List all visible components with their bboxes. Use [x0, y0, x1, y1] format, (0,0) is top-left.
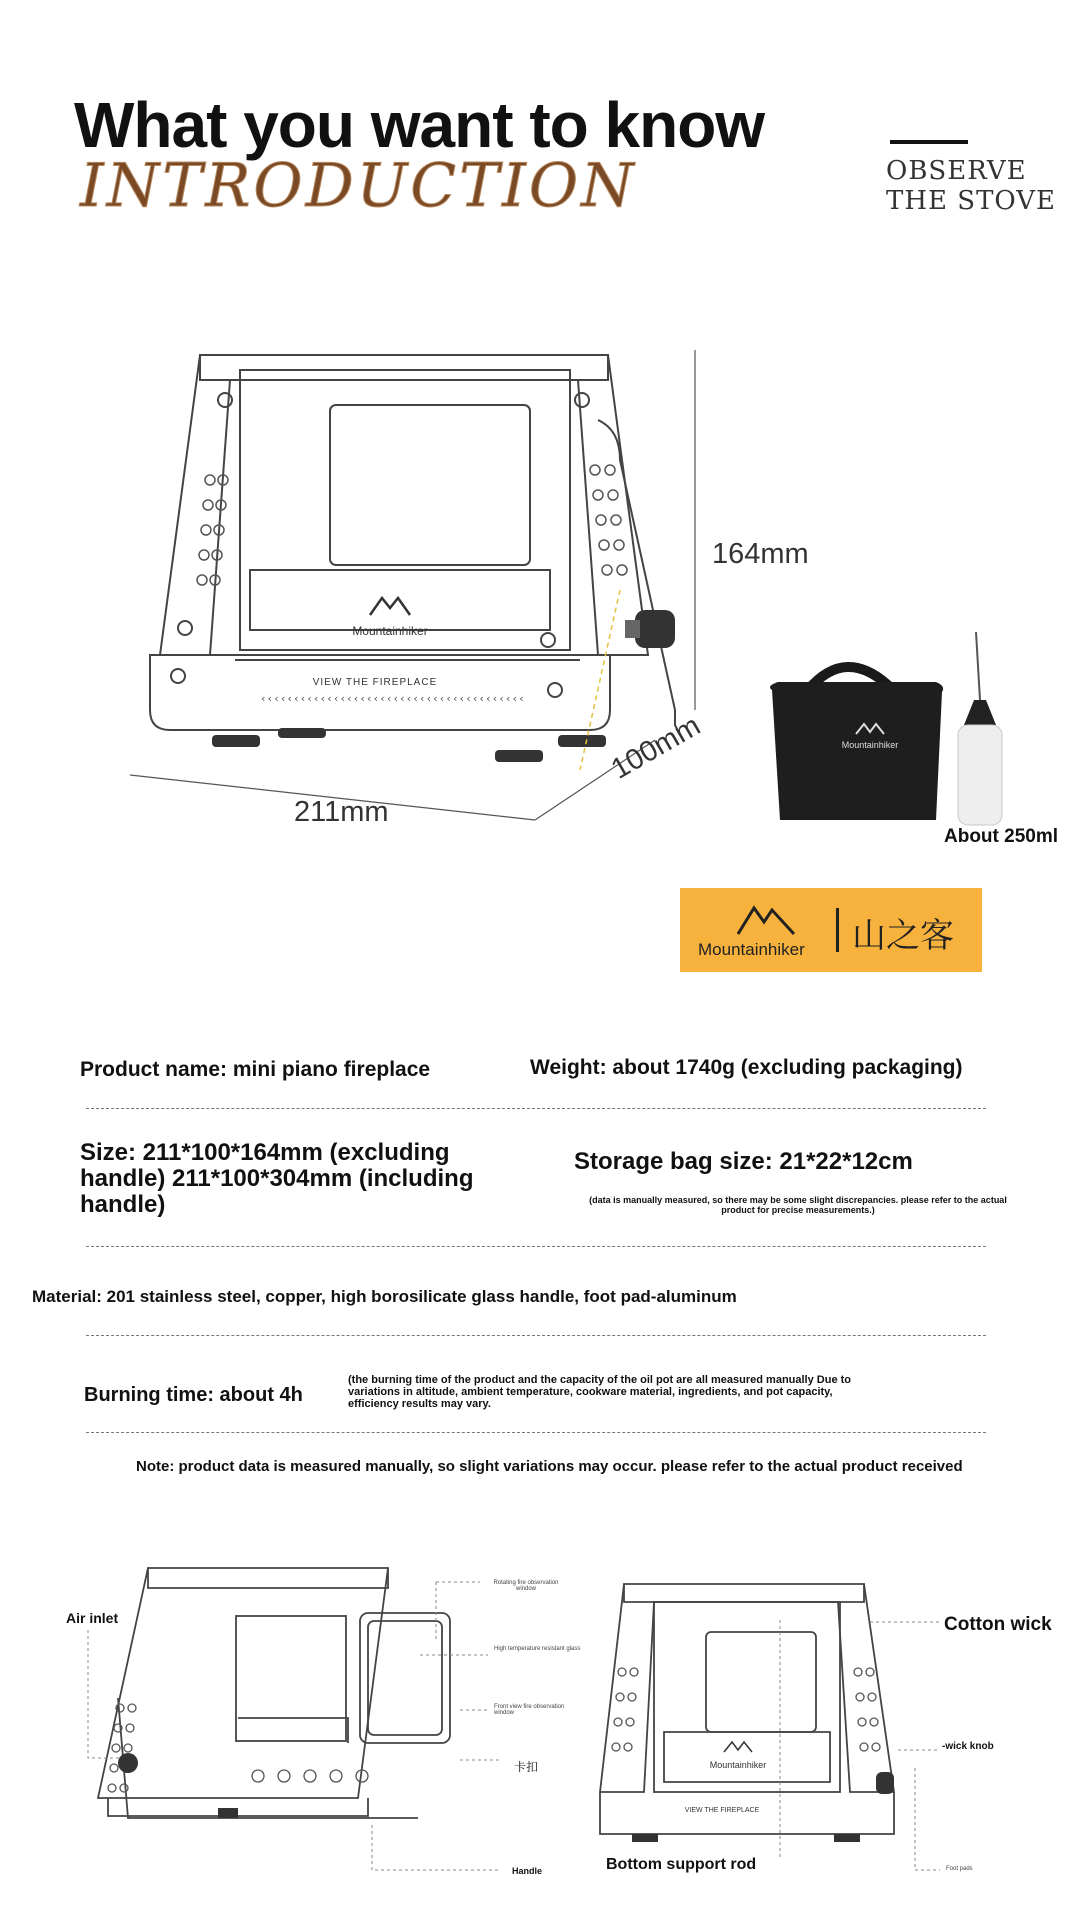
measurement-note: Note: product data is measured manually, so slight variations may occur. please refer to the actual product received: [136, 1458, 963, 1475]
callout-high-temp-glass: High temperature resistant glass: [494, 1646, 581, 1652]
callout-handle: Handle: [512, 1866, 543, 1876]
depth-dimension: 100mm: [606, 709, 706, 786]
rotating-window-line-1: Rotating fire observation: [493, 1580, 559, 1586]
mountain-logo-icon: [732, 898, 802, 938]
storage-note-line-2: product for precise measurements.): [721, 1205, 875, 1215]
storage-note-line-1: (data is manually measured, so there may be some slight discrepancies. please refer to the actual: [589, 1195, 1007, 1205]
burning-note-line-2: variations in altitude, ambient temperature, cookware material, ingredients, and pot capacity,: [348, 1386, 833, 1398]
brand-logo-banner: [680, 888, 982, 972]
brand-separator: [836, 908, 839, 952]
spec-size-line-3: handle): [80, 1191, 166, 1218]
spec-storage-bag: Storage bag size: 21*22*12cm: [574, 1148, 913, 1175]
brand-name: Mountainhiker: [698, 940, 805, 959]
divider-4: [86, 1432, 986, 1433]
observe-line-2: THE STOVE: [886, 186, 1057, 216]
height-dimension: 164mm: [712, 538, 809, 570]
right-leader-lines: [760, 1600, 1060, 1880]
brand-name-cn: 山之客: [852, 916, 954, 956]
divider-3: [86, 1335, 986, 1336]
callout-wick-knob: -wick knob: [942, 1741, 994, 1752]
observe-the-stove: [886, 156, 1056, 216]
wick-knob-graphic: [625, 610, 675, 648]
divider-1: [86, 1108, 986, 1109]
divider-2: [86, 1246, 986, 1247]
spec-weight: Weight: about 1740g (excluding packaging): [530, 1056, 963, 1079]
spec-material: Material: 201 stainless steel, copper, high borosilicate glass handle, foot pad-aluminum: [32, 1287, 737, 1306]
oil-bottle-caption: About 250ml: [944, 826, 1059, 847]
burning-note-line-3: efficiency results may vary.: [348, 1398, 491, 1410]
svg-text:‹‹‹‹‹‹‹‹‹‹‹‹‹‹‹‹‹‹‹‹‹‹‹‹‹‹‹‹‹‹: ‹‹‹‹‹‹‹‹‹‹‹‹‹‹‹‹‹‹‹‹‹‹‹‹‹‹‹‹‹‹‹‹‹‹‹‹‹‹‹‹: [260, 692, 525, 705]
callout-cotton-wick: Cotton wick: [944, 1614, 1052, 1635]
bag-brand-label: Mountainhiker: [841, 740, 899, 750]
callout-foot-pads: Foot pads: [946, 1866, 973, 1872]
left-leader-lines: [0, 1570, 543, 1880]
spec-size: [80, 1140, 473, 1218]
storage-note: [578, 1195, 1018, 1215]
side-air-holes: [197, 465, 627, 585]
width-dimension: 211mm: [294, 796, 389, 828]
callout-buckle: 卡扣: [514, 1760, 539, 1774]
burning-note: [348, 1374, 948, 1410]
spec-product-name: Product name: mini piano fireplace: [80, 1058, 431, 1081]
oil-bottle-image: [946, 630, 1016, 830]
right-view-the-fireplace-label: VIEW THE FIREPLACE: [684, 1807, 760, 1814]
introduction-script-text: INTRODUCTION: [80, 151, 637, 221]
spec-size-line-2: handle) 211*100*304mm (including: [80, 1165, 474, 1192]
callout-bottom-support-rod: Bottom support rod: [606, 1856, 757, 1873]
introduction-script-word: [78, 148, 637, 228]
page-headline: What you want to know: [74, 89, 765, 161]
observe-line-1: OBSERVE: [886, 156, 1027, 186]
headline-rule: [890, 140, 968, 144]
view-the-fireplace-label: VIEW THE FIREPLACE: [312, 677, 438, 688]
rotating-window-line-2: window: [515, 1586, 536, 1592]
spec-burning-time: Burning time: about 4h: [84, 1384, 303, 1406]
storage-bag-image: [766, 650, 946, 830]
front-view-line-1: Front view fire observation: [494, 1704, 565, 1710]
spec-size-line-1: Size: 211*100*164mm (excluding: [80, 1139, 450, 1166]
front-view-line-2: window: [494, 1710, 515, 1716]
right-stove-brand-label: Mountainhiker: [709, 1760, 767, 1770]
burning-note-line-1: (the burning time of the product and the capacity of the oil pot are all measured manually Due to: [348, 1374, 852, 1386]
callout-air-inlet: Air inlet: [66, 1610, 119, 1626]
stove-brand-label: Mountainhiker: [352, 624, 428, 638]
